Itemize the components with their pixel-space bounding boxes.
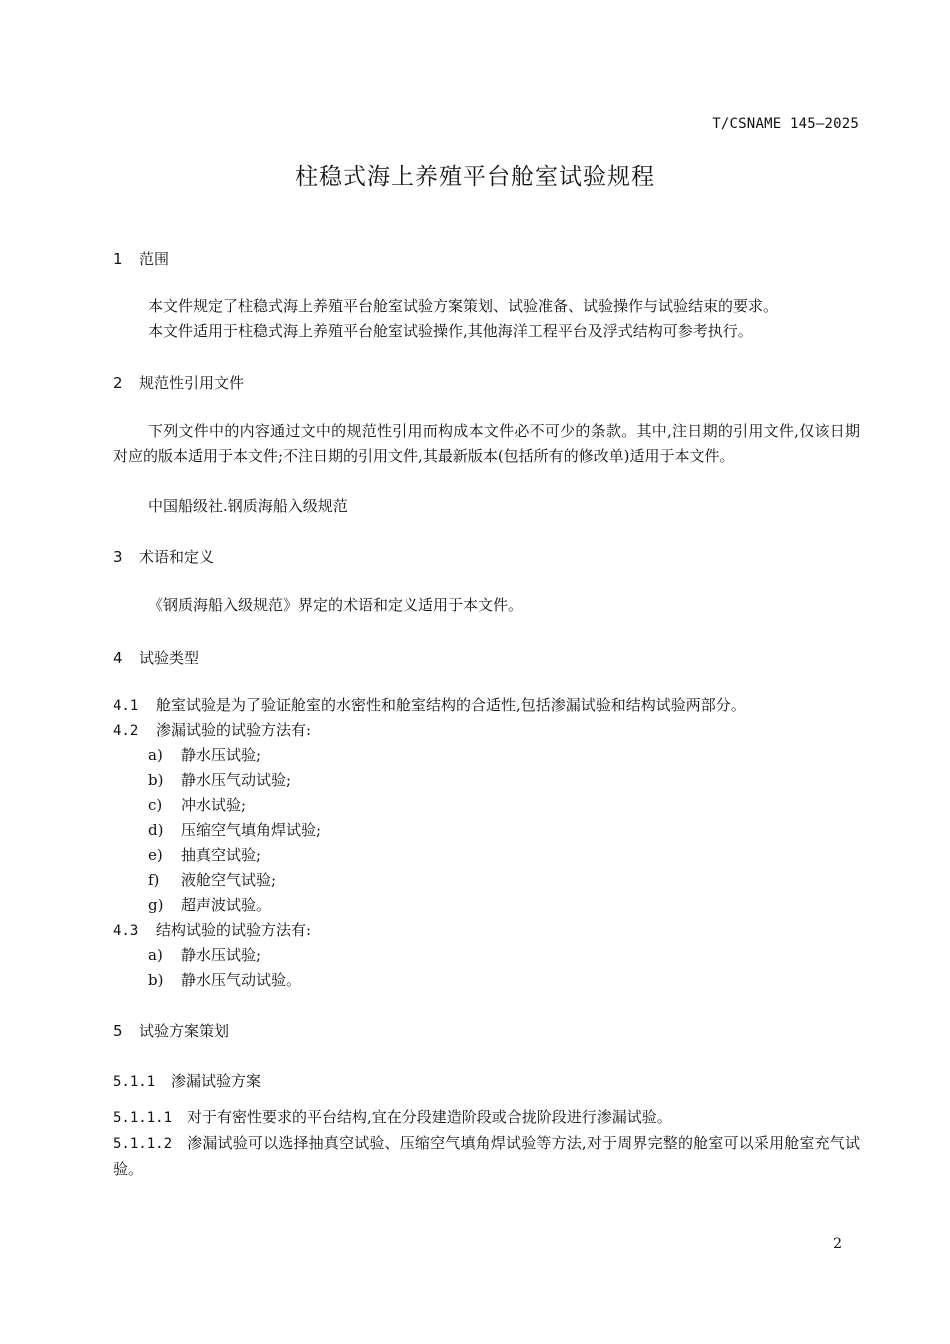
clause-4-2: [113, 719, 311, 740]
clause-4-3: [113, 919, 311, 940]
section-title: 规范性引用文件: [139, 374, 245, 392]
section-title: 试验方案策划: [139, 1022, 230, 1040]
clause-5-1-1-1: [113, 1106, 672, 1127]
list-item: [148, 844, 261, 865]
list-text: 静水压试验;: [181, 946, 262, 964]
list-marker: b): [148, 971, 164, 989]
section-number: 1: [113, 250, 123, 268]
subsection-5-1-1-heading: [113, 1070, 261, 1091]
section-number: 4: [113, 649, 123, 667]
clause-text: 渗漏试验可以选择抽真空试验、压缩空气填角焊试验等方法,对于周界完整的舱室可以采用舱室充气试验。: [113, 1134, 860, 1178]
reference-item: 中国船级社.钢质海船入级规范: [148, 497, 348, 515]
clause-number: 4.2: [113, 723, 139, 739]
section-number: 2: [113, 374, 123, 392]
list-marker: b): [148, 771, 164, 789]
page-number: 2: [833, 1236, 842, 1252]
section-1-heading: [113, 248, 169, 269]
subsection-number: 5.1.1: [113, 1074, 156, 1090]
clause-number: 4.3: [113, 923, 139, 939]
list-item: [148, 794, 246, 815]
section-3-heading: [113, 546, 214, 567]
list-item: [148, 894, 271, 915]
section-number: 3: [113, 548, 123, 566]
list-text: 抽真空试验;: [181, 846, 262, 864]
scope-paragraph-1: 本文件规定了柱稳式海上养殖平台舱室试验方案策划、试验准备、试验操作与试验结束的要求。: [148, 297, 779, 315]
document-code: T/CSNAME 145—2025: [712, 116, 859, 132]
list-text: 液舱空气试验;: [181, 871, 277, 889]
list-text: 静水压气动试验。: [181, 971, 302, 989]
scope-paragraph-2: 本文件适用于柱稳式海上养殖平台舱室试验操作,其他海洋工程平台及浮式结构可参考执行。: [148, 322, 753, 340]
clause-text: 舱室试验是为了验证舱室的水密性和舱室结构的合适性,包括渗漏试验和结构试验两部分。: [156, 696, 746, 714]
references-paragraph: 下列文件中的内容通过文中的规范性引用而构成本文件必不可少的条款。其中,注日期的引用文件,仅该日期对应的版本适用于本文件;不注日期的引用文件,其最新版本(包括所有的修改单)适用于本文件。: [113, 422, 860, 465]
list-item: [148, 744, 261, 765]
list-item: [148, 944, 261, 965]
section-title: 试验类型: [139, 649, 200, 667]
section-5-heading: [113, 1020, 229, 1041]
list-marker: d): [148, 821, 164, 839]
clause-number: 5.1.1.2: [113, 1136, 173, 1152]
clause-text: 对于有密性要求的平台结构,宜在分段建造阶段或合拢阶段进行渗漏试验。: [187, 1108, 672, 1126]
list-text: 冲水试验;: [181, 796, 247, 814]
document-title: 柱稳式海上养殖平台舱室试验规程: [295, 164, 655, 190]
list-text: 静水压试验;: [181, 746, 262, 764]
list-text: 超声波试验。: [181, 896, 272, 914]
clause-4-1: [113, 694, 746, 715]
list-marker: g): [148, 896, 164, 914]
list-item: [148, 769, 291, 790]
clause-text: 渗漏试验的试验方法有:: [156, 721, 312, 739]
list-text: 压缩空气填角焊试验;: [181, 821, 322, 839]
list-item: [148, 819, 321, 840]
list-text: 静水压气动试验;: [181, 771, 292, 789]
section-title: 术语和定义: [139, 548, 215, 566]
list-marker: a): [148, 746, 163, 764]
list-item: [148, 869, 276, 890]
clause-number: 4.1: [113, 698, 139, 714]
clause-text: 结构试验的试验方法有:: [156, 921, 312, 939]
section-number: 5: [113, 1022, 123, 1040]
list-marker: e): [148, 846, 163, 864]
list-marker: f): [148, 871, 160, 889]
clause-5-1-1-2: [113, 1131, 860, 1182]
list-marker: c): [148, 796, 163, 814]
section-2-heading: [113, 372, 244, 393]
clause-number: 5.1.1.1: [113, 1110, 173, 1126]
terms-paragraph: 《钢质海船入级规范》界定的术语和定义适用于本文件。: [148, 596, 524, 614]
list-marker: a): [148, 946, 163, 964]
section-title: 范围: [139, 250, 170, 268]
section-4-heading: [113, 647, 199, 668]
subsection-title: 渗漏试验方案: [171, 1072, 262, 1090]
list-item: [148, 969, 301, 990]
